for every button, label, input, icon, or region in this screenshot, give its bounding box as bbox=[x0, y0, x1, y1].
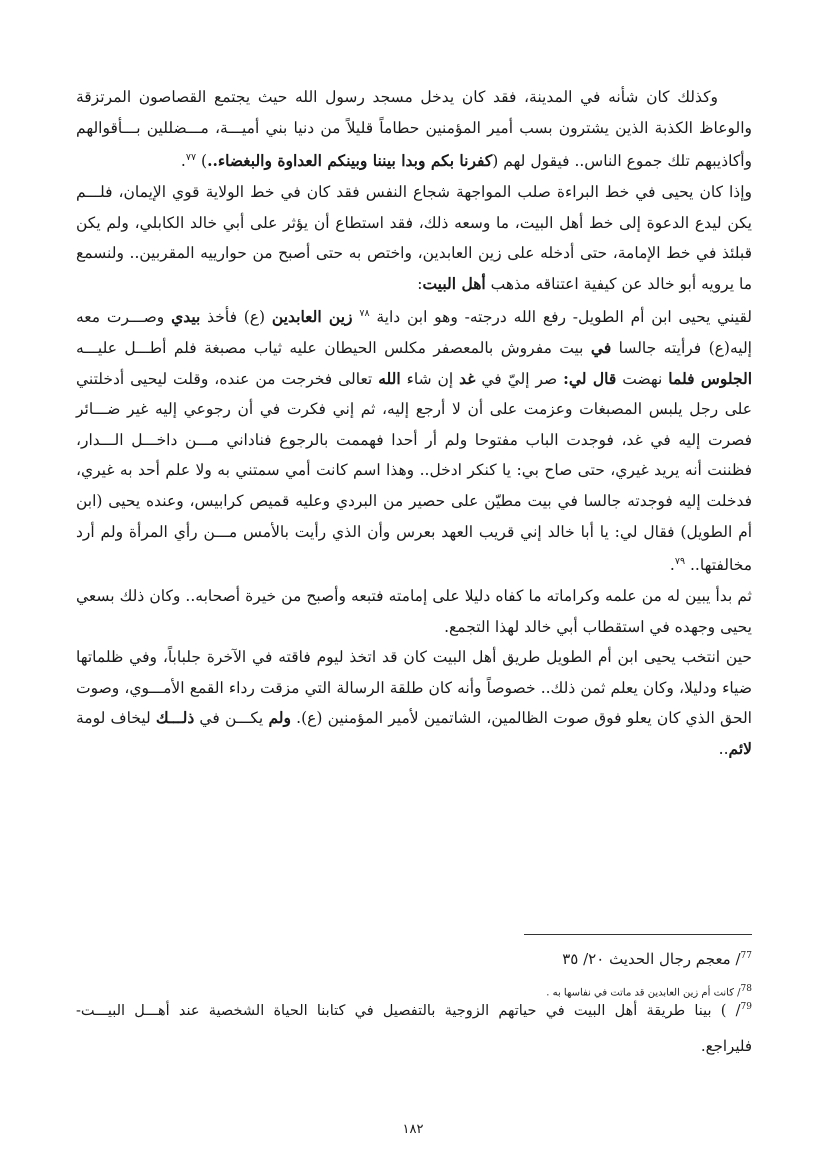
text-run: (ع) فأخذ bbox=[200, 308, 272, 327]
body-text bbox=[76, 82, 752, 765]
text-run: وكذلك كان شأنه في المدينة، فقد كان يدخل مسجد رسول الله حيث يجتمع القصاصون المرتزقة والوعاظ الكذبة الذين يشترون بسب أمير المؤمنين حطاماً قليلاً من دنيا بني أميـــة، مـــضللين بـــأقوالهم وأكاذيبهم تلك جموع الناس.. فيقول لهم ( bbox=[76, 88, 752, 171]
text-run: صر إليّ في bbox=[475, 369, 564, 388]
text-run: . bbox=[180, 152, 186, 171]
footnote-79-continuation: فليراجع. bbox=[700, 1037, 752, 1055]
bold-text: قال لي: bbox=[563, 368, 617, 388]
text-run: . bbox=[669, 556, 675, 575]
text-run: تعالى فخرجت من عنده، وقلت ليحيى أدخلتني على رجل يلبس المصبغات وعزمت على أن لا أرجع إليه، ثم إني فكرت في أن رجوعي إليه غير ضـــائر فصرت إليه في غد، فوجدت الباب مفتوحا ولم أر أحدا فهممت بالرجوع فناداني مـــن داخـــل الـــدار، فظننت أنه يريد غيري، حتى صاح بي: يا كنكر ادخل.. وهذا اسم كانت أمي سمتني به ولا علم أحد به غيري، فدخلت إليه فوجدته جالسا في بيت مطيّن على حصير من البردي وعليه قميص كرابيس، وعنده يحيى (ابن أم الطويل) فقال لي: يا أبا خالد إني قريب العهد بعرس وأن الذي رأيت بالأمس مـــن رأي المرأة ولم أرد مخالفتها.. bbox=[76, 369, 752, 575]
text-run: نهضت bbox=[616, 369, 669, 388]
text-run: ) bbox=[196, 152, 208, 171]
footnote-separator bbox=[524, 934, 752, 935]
bold-text: ذلـــك bbox=[155, 708, 195, 728]
text-run: : bbox=[417, 274, 423, 293]
text-run: ليخاف لومة bbox=[76, 709, 156, 728]
footnote-ref: ٧٨ bbox=[359, 308, 370, 320]
text-run: لقيني يحيى ابن أم الطويل- رفع الله درجته- وهو ابن داية bbox=[369, 308, 753, 327]
text-run: بيت مفروش بالمعصفر مكلس الحيطان عليه ثياب مصبغة فلم أطـــل عليـــه bbox=[76, 339, 591, 358]
text-run: حين انتخب يحيى ابن أم الطويل طريق أهل البيت كان قد اتخذ ليوم فاقته في الآخرة جلباباً، وفي ظلماتها ضياء ودليلا، وكان يعلم ثمن ذلك.. خصوصاً وأنه كان طلقة الرسالة التي مزقت رداء القمع الأمـــوي، وصوت الحق الذي كان يعلو فوق صوت الظالمين، الشاتمين لأمير المؤمنين (ع). bbox=[76, 648, 752, 728]
text-run: وإذا كان يحيى في خط البراءة صلب المواجهة شجاع النفس فقد كان في خط الولاية قوي الإيمان، فلـــم يكن ليدع الدعوة إلى خط أهل البيت، ما وسعه ذلك، فقد استطاع أن يؤثر على أبي خالد الكابلي، ولم يكن قبلئذ في خط الإمامة، حتى أدخله على زين العابدين، واختص به حتى أصبح من حوارييه المقربين.. ولنسمع ما يرويه أبو خالد عن كيفية اعتناقه مذهب bbox=[76, 182, 752, 293]
bold-text: بيدي bbox=[171, 307, 201, 327]
footnote-ref: ٧٧ bbox=[185, 152, 197, 164]
paragraph bbox=[76, 82, 752, 177]
bold-text: غد bbox=[459, 368, 476, 388]
bold-text: زين العابدين bbox=[271, 307, 353, 327]
text-run: وصـــرت معه إليه(ع) فرأيته جالسا bbox=[76, 308, 752, 358]
footnote-79: $^{79}$/ ) بينا طريقة أهل البيت في حياتهم الزوجية بالتفصيل في كتابنا الحياة الشخصية عند أهـــل البيـــت- bbox=[76, 1002, 752, 1019]
text-run: ثم بدأ يبين له من علمه وكراماته ما كفاه دليلا على إمامته فتبعه وأصبح من خيرة أصحابه.. وكان ذلك بسعي يحيى وجهده في استقطاب أبي خالد لهذا التجمع. bbox=[76, 586, 752, 636]
footnote-77: $^{77}$/ معجم رجال الحديث ٢٠/ ٣٥ bbox=[562, 950, 752, 968]
paragraph bbox=[76, 177, 752, 299]
bold-text: الله bbox=[378, 368, 401, 388]
bold-text: الجلوس فلما bbox=[668, 368, 753, 388]
footnote-78: 78/ كانت أم زين العابدين قد ماتت في نفاسها به . bbox=[546, 984, 752, 999]
paragraph bbox=[76, 581, 752, 642]
bold-text: أهل البيت bbox=[422, 273, 486, 293]
text-run: .. bbox=[718, 739, 729, 758]
main-text bbox=[76, 82, 752, 765]
page-number: ١٨٢ bbox=[402, 1122, 424, 1137]
paragraph bbox=[76, 299, 752, 581]
footnote-ref: ٧٩ bbox=[674, 556, 686, 568]
bold-text: في bbox=[590, 338, 612, 358]
bold-text: ولم bbox=[268, 708, 291, 728]
paragraph bbox=[76, 642, 752, 764]
text-run: إن شاء bbox=[400, 369, 460, 388]
bold-text: كفرنا بكم وبدا بيننا وبينكم العداوة والبغضاء.. bbox=[207, 151, 493, 171]
bold-text: لائم bbox=[728, 738, 752, 758]
text-run: يكـــن في bbox=[194, 709, 269, 728]
